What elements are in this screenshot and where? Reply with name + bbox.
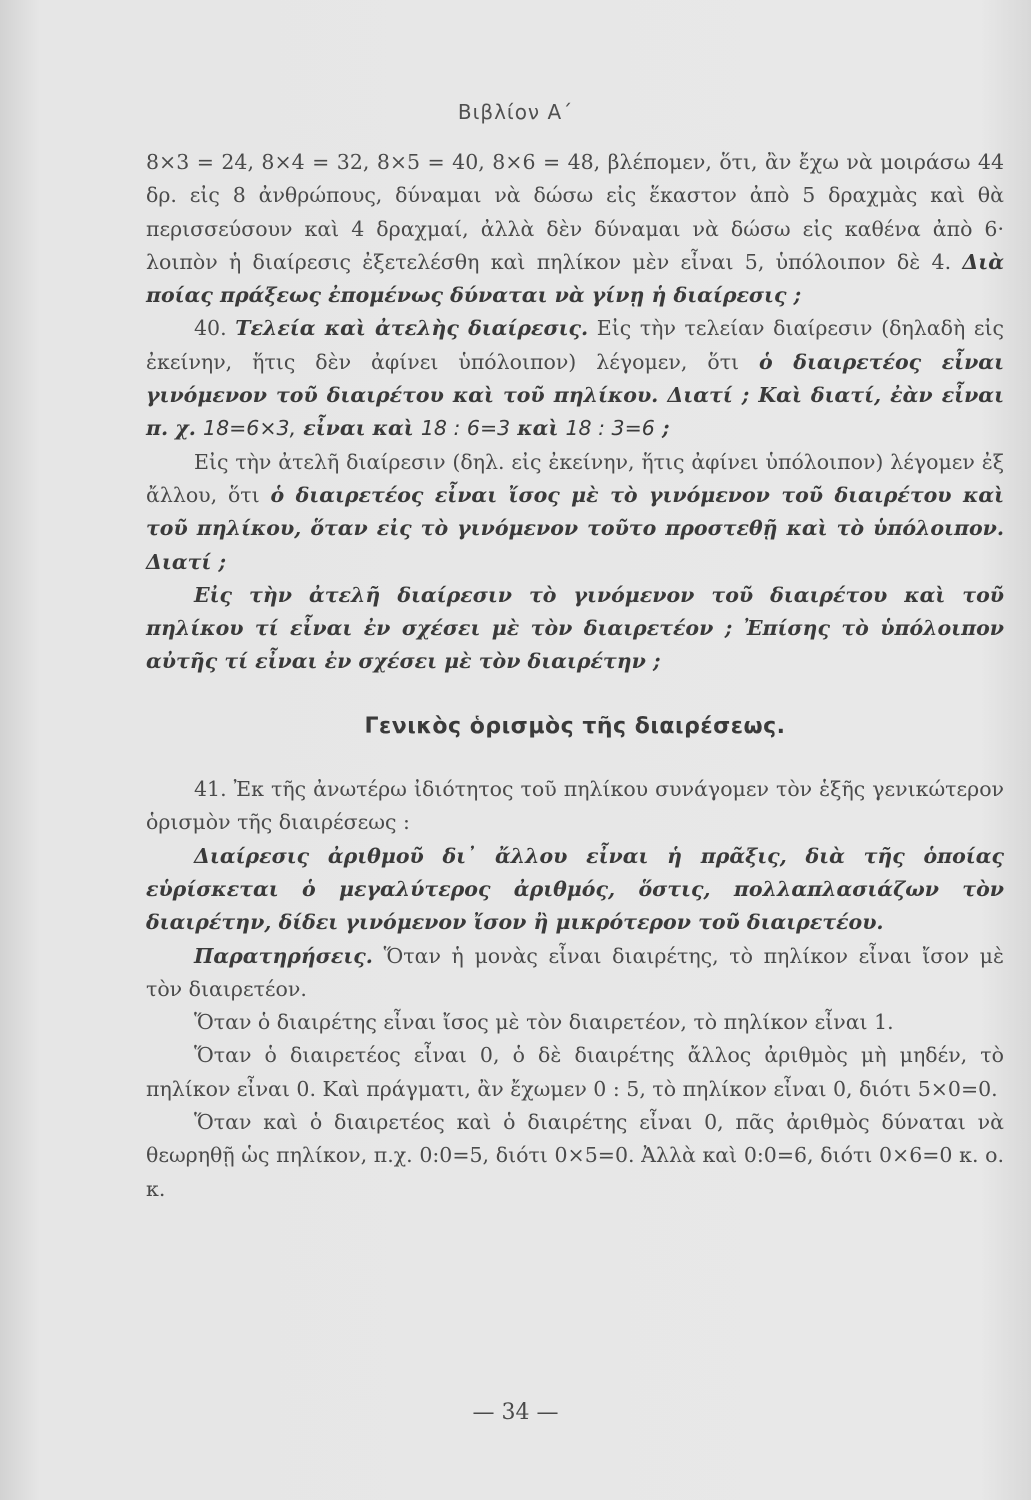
definition	[146, 840, 1004, 940]
running-header: Βιβλίον Α΄	[457, 100, 574, 124]
imperfect-division-text: Εἰς τὴν ἀτελῆ διαίρεσιν (δηλ. εἰς ἐκείνην, ἥτις ἀφίνει ὑπόλοιπον) λέγομεν ἐξ ἄλλου, ὅτι	[146, 449, 1004, 507]
remark-4	[146, 1106, 1004, 1206]
section-heading: Γενικὸς ὁρισμὸς τῆς διαιρέσεως.	[364, 713, 786, 739]
section-number: 40.	[194, 316, 236, 341]
paragraph-41-text: 41. Ἐκ τῆς ἀνωτέρω ἰδιότητος τοῦ πηλίκου συνάγομεν τὸν ἑξῆς γενικώτερον ὁρισμὸν τῆς διαιρέσεως :	[146, 777, 1004, 835]
perfect-division-text: Εἰς τὴν τελείαν διαίρεσιν (δηλαδὴ εἰς ἐκείνην, ἥτις δὲν ἀφίνει ὑπόλοιπον) λέγομεν, ὅτι	[146, 316, 1004, 374]
remarks-title: Παρατηρήσεις.	[194, 943, 373, 968]
imperfect-division-rule: ὁ διαιρετέος εἶναι ἴσος μὲ τὸ γινόμενον τοῦ διαιρέτου καὶ τοῦ πηλίκου, ὅταν εἰς τὸ γινόμενον τοῦτο προστεθῇ καὶ τὸ ὑπόλοιπον. Διατί ;	[146, 482, 1005, 574]
definition-text: Διαίρεσις ἀριθμοῦ δι᾽ ἄλλου εἶναι ἡ πρᾶξις, διὰ τῆς ὁποίας εὑρίσκεται ὁ μεγαλύτερος ἀριθμός, ὅστις, πολλαπλασιάζων τὸν διαιρέτην, δίδει γινόμενον ἴσον ἢ μικρότερον τοῦ διαιρετέου.	[146, 843, 1004, 935]
questions-text: Εἰς τὴν ἀτελῆ διαίρεσιν τὸ γινόμενον τοῦ διαιρέτου καὶ τοῦ πηλίκου τί εἶναι ἐν σχέσει μὲ τὸν διαιρετέον ; Ἐπίσης τὸ ὑπόλοιπον αὐτῆς τί εἶναι ἐν σχέσει μὲ τὸν διαιρέτην ;	[146, 582, 1004, 674]
paragraph-division-example	[146, 146, 1004, 312]
formula-2: 18 : 6=3	[420, 416, 511, 441]
formula-1: 18=6×3,	[203, 416, 297, 441]
remark-3	[146, 1039, 1004, 1106]
section-title: Τελεία καὶ ἀτελὴς διαίρεσις.	[235, 316, 589, 341]
example-text: 8×3 = 24, 8×4 = 32, 8×5 = 40, 8×6 = 48, βλέπομεν, ὅτι, ἂν ἔχω νὰ μοιράσω 44 δρ. εἰς 8 ἀνθρώπους, δύναμαι νὰ δώσω εἰς ἕκαστον ἀπὸ 5 δραχμὰς καὶ θὰ περισσεύσουν καὶ 4 δραχμαί, ἀλλὰ δὲν δύναμαι νὰ δώσω εἰς καθένα ἀπὸ 6· λοιπὸν ἡ διαίρεσις ἐξετελέσθη καὶ πηλίκον μὲν εἶναι 5, ὑπόλοιπον δὲ 4.	[146, 150, 1004, 274]
page-number: — 34 —	[472, 1400, 559, 1425]
connector-1: εἶναι καὶ	[296, 416, 421, 441]
connector-2: καὶ	[510, 416, 566, 441]
remark-2	[146, 1006, 1004, 1039]
remark-4-text: Ὅταν καὶ ὁ διαιρετέος καὶ ὁ διαιρέτης εἶναι 0, πᾶς ἀριθμὸς δύναται νὰ θεωρηθῇ ὡς πηλίκον, π.χ. 0:0=5, διότι 0×5=0. Ἀλλὰ καὶ 0:0=6, διότι 0×6=0 κ. ο. κ.	[146, 1110, 1004, 1201]
remark-3-text: Ὅταν ὁ διαιρετέος εἶναι 0, ὁ δὲ διαιρέτης ἄλλος ἀριθμὸς μὴ μηδέν, τὸ πηλίκον εἶναι 0. Καὶ πράγματι, ἂν ἔχωμεν 0 : 5, τὸ πηλίκον εἶναι 0, διότι 5×0=0.	[146, 1043, 1004, 1101]
question-text: Διὰ ποίας πράξεως ἐπομένως δύναται νὰ γίνῃ ἡ διαίρεσις ;	[146, 249, 1004, 308]
page-body	[146, 146, 1004, 1206]
remarks-paragraph	[146, 940, 1004, 1007]
paragraph-questions	[146, 579, 1004, 679]
remark-2-text: Ὅταν ὁ διαιρέτης εἶναι ἴσος μὲ τὸν διαιρετέον, τὸ πηλίκον εἶναι 1.	[194, 1010, 894, 1035]
paragraph-40	[146, 312, 1004, 445]
remark-1-text: Ὅταν ἡ μονὰς εἶναι διαιρέτης, τὸ πηλίκον εἶναι ἴσον μὲ τὸν διαιρετέον.	[146, 943, 1004, 1001]
paragraph-41	[146, 773, 1004, 840]
perfect-division-rule: ὁ διαιρετέος εἶναι γινόμενον τοῦ διαιρέτου καὶ τοῦ πηλίκου. Διατί ; Καὶ διατί, ἐὰν εἶναι π. χ.	[146, 349, 1004, 441]
formula-3: 18 : 3=6	[565, 416, 655, 441]
question-mark: ;	[654, 416, 670, 441]
paragraph-imperfect-division	[146, 446, 1004, 579]
